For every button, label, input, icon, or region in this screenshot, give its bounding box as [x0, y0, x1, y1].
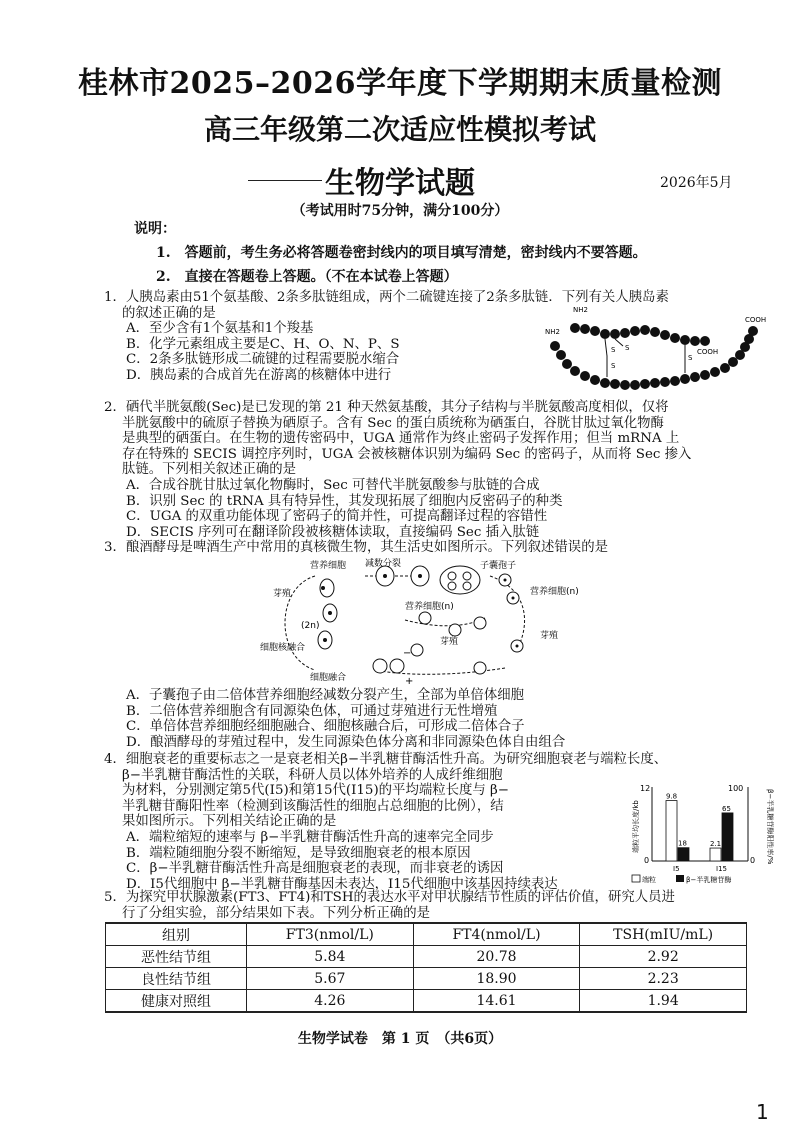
title-line-3: 生物学试题 [325, 166, 475, 201]
instruction-2: 2. 直接在答题卷上答题。（不在本试卷上答题） [156, 269, 458, 285]
q3-option-a: A．子囊孢子由二倍体营养细胞经减数分裂产生，全部为单倍体细胞 [126, 688, 524, 703]
ascospore-cell [448, 582, 456, 590]
ascus [440, 566, 480, 594]
category-label: I15 [716, 865, 727, 873]
table-row [106, 946, 747, 968]
q5-line: 行了分组实验，部分结果如下表。下列分析正确的是 [122, 905, 430, 921]
fig-label-2n: (2n) [301, 621, 320, 631]
q1-line: 的叙述正确的是 [122, 305, 216, 321]
fig-label-nutri-right: 营养细胞(n) [530, 587, 579, 597]
question-3-options [104, 688, 774, 750]
bar-galactosidase [678, 848, 689, 861]
haploid-cell [474, 617, 486, 629]
ascospore-cell [463, 572, 471, 580]
q4-line: β−半乳糖苷酶活性的关联，科研人员以体外培养的人成纤维细胞 [122, 767, 503, 783]
fig-label: S [625, 344, 630, 352]
q3-option-d: D．酿酒酵母的芽殖过程中，发生同源染色体分离和非同源染色体自由组合 [126, 734, 566, 750]
legend-swatch-telomere [632, 875, 640, 882]
question-2 [104, 400, 774, 540]
q2-option-d: D．SECIS 序列可在翻译阶段被核糖体读取，直接编码 Sec 插入肽链 [126, 524, 540, 540]
q2-line: 肽链。下列相关叙述正确的是 [122, 462, 297, 478]
yeast-life-cycle-figure [255, 558, 615, 688]
fig-label-meiosis: 减数分裂 [365, 559, 402, 569]
q2-option-a: A．合成谷胱甘肽过氧化物酶时，Sec 可替代半胱氨酸参与肽链的合成 [126, 477, 540, 493]
category-label: I5 [673, 865, 680, 873]
ylabel-left: 端粒平均长度/kb [632, 800, 640, 853]
table-cell: 良性结节组 [106, 968, 247, 990]
bar-value-label: 9.8 [666, 792, 678, 801]
legend-telomere: 端粒 [642, 876, 656, 884]
table-cell: 恶性结节组 [106, 946, 247, 968]
table-cell: 1.94 [580, 990, 747, 1013]
ascospore-cell [463, 582, 471, 590]
q2-line: 是典型的硒蛋白。在生物的遗传密码中，UGA 通常作为终止密码子发挥作用；但当 mRNA 上 [122, 431, 680, 447]
telomere-galactosidase-chart [618, 775, 778, 890]
legend-swatch-galactosidase [676, 875, 684, 882]
table-header-row [106, 923, 747, 946]
exam-date: 2026年5月 [660, 175, 733, 191]
table-cell: 2.23 [580, 968, 747, 990]
q2-line: 2．硒代半胱氨酸(Sec)是已发现的第 21 种天然氨基酸，其分子结构与半胱氨酸高度相似，仅将 [104, 400, 669, 415]
haploid-cell [419, 612, 431, 624]
q2-option-b: B．识别 Sec 的 tRNA 具有特异性，其发现拓展了细胞内反密码子的种类 [126, 493, 563, 509]
q1-option-c: C．2条多肽链形成二硫键的过程需要脱水缩合 [126, 352, 400, 368]
table-header: TSH(mIU/mL) [580, 923, 747, 946]
bar-value-label: 65 [722, 804, 731, 813]
q1-option-d: D．胰岛素的合成首先在游离的核糖体中进行 [126, 367, 392, 383]
q2-option-c: C．UGA 的双重功能体现了密码子的简并性，可提高翻译过程的容错性 [126, 509, 548, 525]
q4-line: 为材料，分别测定第5代(I5)和第15代(I15)的平均端粒长度与 β− [122, 783, 510, 799]
q3-line: 3．酿酒酵母是啤酒生产中常用的真核微生物，其生活史如图所示。下列叙述错误的是 [104, 540, 608, 555]
q1-option-a: A．至少含有1个氨基和1个羧基 [126, 321, 314, 337]
q3-option-b: B．二倍体营养细胞含有同源染色体，可通过芽殖进行无性增殖 [126, 703, 498, 719]
q4-line: 4．细胞衰老的重要标志之一是衰老相关β−半乳糖苷酶活性升高。为研究细胞衰老与端粒长度、 [104, 752, 668, 767]
fig-label: COOH [697, 348, 719, 356]
table-cell: 2.92 [580, 946, 747, 968]
fusing-cell [390, 659, 404, 673]
table-header: FT3(nmol/L) [247, 923, 414, 946]
q1-option-b: B．化学元素组成主要是C、H、O、N、P、S [126, 336, 400, 352]
fig-label-plus: + [405, 676, 414, 687]
disulfide-bonds [605, 339, 685, 377]
haploid-cell [474, 662, 486, 674]
bar-telomere [666, 801, 677, 861]
exam-info: （考试用时75分钟，满分100分） [291, 203, 509, 219]
thyroid-data-table [105, 922, 747, 1013]
table-cell: 4.26 [247, 990, 414, 1013]
haploid-cell [449, 624, 461, 636]
bar-telomere [710, 848, 721, 861]
table-row [106, 990, 747, 1013]
insulin-a-chain [570, 323, 710, 346]
ylabel-right: β−半乳糖苷酶阳性率/% [766, 789, 774, 865]
table-cell: 5.67 [247, 968, 414, 990]
question-5 [104, 890, 774, 921]
table-cell: 健康对照组 [106, 990, 247, 1013]
fig-label: S [611, 362, 616, 370]
page-number: 1 [756, 1100, 769, 1124]
table-header: FT4(nmol/L) [413, 923, 580, 946]
question-3 [104, 540, 774, 556]
tick-left-max: 12 [640, 784, 651, 793]
fig-label-nutri-mid: 营养细胞(n) [405, 602, 454, 612]
q3-option-c: C．单倍体营养细胞经细胞融合、细胞核融合后，可形成二倍体合子 [126, 719, 525, 735]
q4-line: 果如图所示。下列相关结论正确的是 [122, 814, 337, 830]
q4-line: 半乳糖苷酶阳性率（检测到该酶活性的细胞占总细胞的比例），结 [122, 798, 504, 814]
haploid-cell [411, 644, 423, 656]
bar-value-label: 2.1 [710, 840, 722, 849]
tick-left-min: 0 [644, 856, 650, 865]
q4-option-c: C．β−半乳糖苷酶活性升高是细胞衰老的表现，而非衰老的诱因 [126, 861, 504, 877]
bar-galactosidase [722, 813, 733, 861]
fusing-cell [373, 659, 387, 673]
instructions-title: 说明： [134, 221, 176, 237]
q4-option-d: D．I5代细胞中 β−半乳糖苷酶基因未表达，I15代细胞中该基因持续表达 [126, 876, 558, 892]
tick-right-min: 0 [750, 856, 756, 865]
fig-label-minus: − [403, 648, 412, 659]
q2-line: 半胱氨酸中的硫原子替换为硒原子。含有 Sec 的蛋白质统称为硒蛋白，谷胱甘肽过氧化物酶 [122, 415, 664, 431]
page-footer: 生物学试卷 第 1 页 （共6页） [297, 1031, 503, 1047]
q4-option-a: A．端粒缩短的速率与 β−半乳糖苷酶活性升高的速率完全同步 [126, 829, 494, 845]
title-line-1: 桂林市2025–2026学年度下学期期末质量检测 [78, 66, 722, 101]
fig-label-ascospore: 子囊孢子 [480, 561, 517, 571]
ascospore-cell [448, 572, 456, 580]
q4-option-b: B．端粒随细胞分裂不断缩短，是导致细胞衰老的根本原因 [126, 845, 471, 861]
table-cell: 20.78 [413, 946, 580, 968]
fig-label-karyogamy: 细胞核融合 [260, 643, 306, 653]
table-cell: 14.61 [413, 990, 580, 1013]
life-cycle-arrow [405, 618, 485, 626]
bar-value-label: 18 [678, 839, 687, 848]
fig-label-nutri-top: 营养细胞 [310, 561, 347, 571]
legend-galactosidase: β−半乳糖苷酶 [686, 876, 732, 884]
fig-label: NH2 [545, 328, 560, 336]
table-cell: 5.84 [247, 946, 414, 968]
instruction-1: 1. 答题前，考生务必将答题卷密封线内的项目填写清楚，密封线内不要答题。 [156, 245, 647, 261]
fig-label: S [688, 354, 693, 362]
q2-line: 存在特殊的 SECIS 调控序列时，UGA 会被核糖体识别为编码 Sec 的密码子，从而将 Sec 掺入 [122, 446, 692, 462]
fig-label-budding-right: 芽殖 [540, 631, 559, 641]
fig-label: NH2 [573, 306, 588, 314]
fig-label-budding-mid: 芽殖 [440, 637, 459, 647]
insulin-structure-figure [545, 304, 785, 404]
fig-label-budding-left: 芽殖 [273, 589, 292, 599]
fig-label-cell-fusion: 细胞融合 [310, 673, 347, 683]
title-line-2: 高三年级第二次适应性模拟考试 [203, 113, 596, 146]
fig-label: COOH [745, 316, 767, 324]
table-cell: 18.90 [413, 968, 580, 990]
tick-right-max: 100 [728, 784, 744, 793]
fig-label: S [611, 346, 616, 354]
table-row [106, 968, 747, 990]
q5-line: 5．为探究甲状腺激素(FT3、FT4)和TSH的表达水平对甲状腺结节性质的评估价值，研究人员进 [104, 890, 675, 905]
table-header: 组别 [106, 923, 247, 946]
q1-line: 1．人胰岛素由51个氨基酸、2条多肽链组成，两个二硫键连接了2条多肽链．下列有关人胰岛素 [104, 290, 669, 305]
